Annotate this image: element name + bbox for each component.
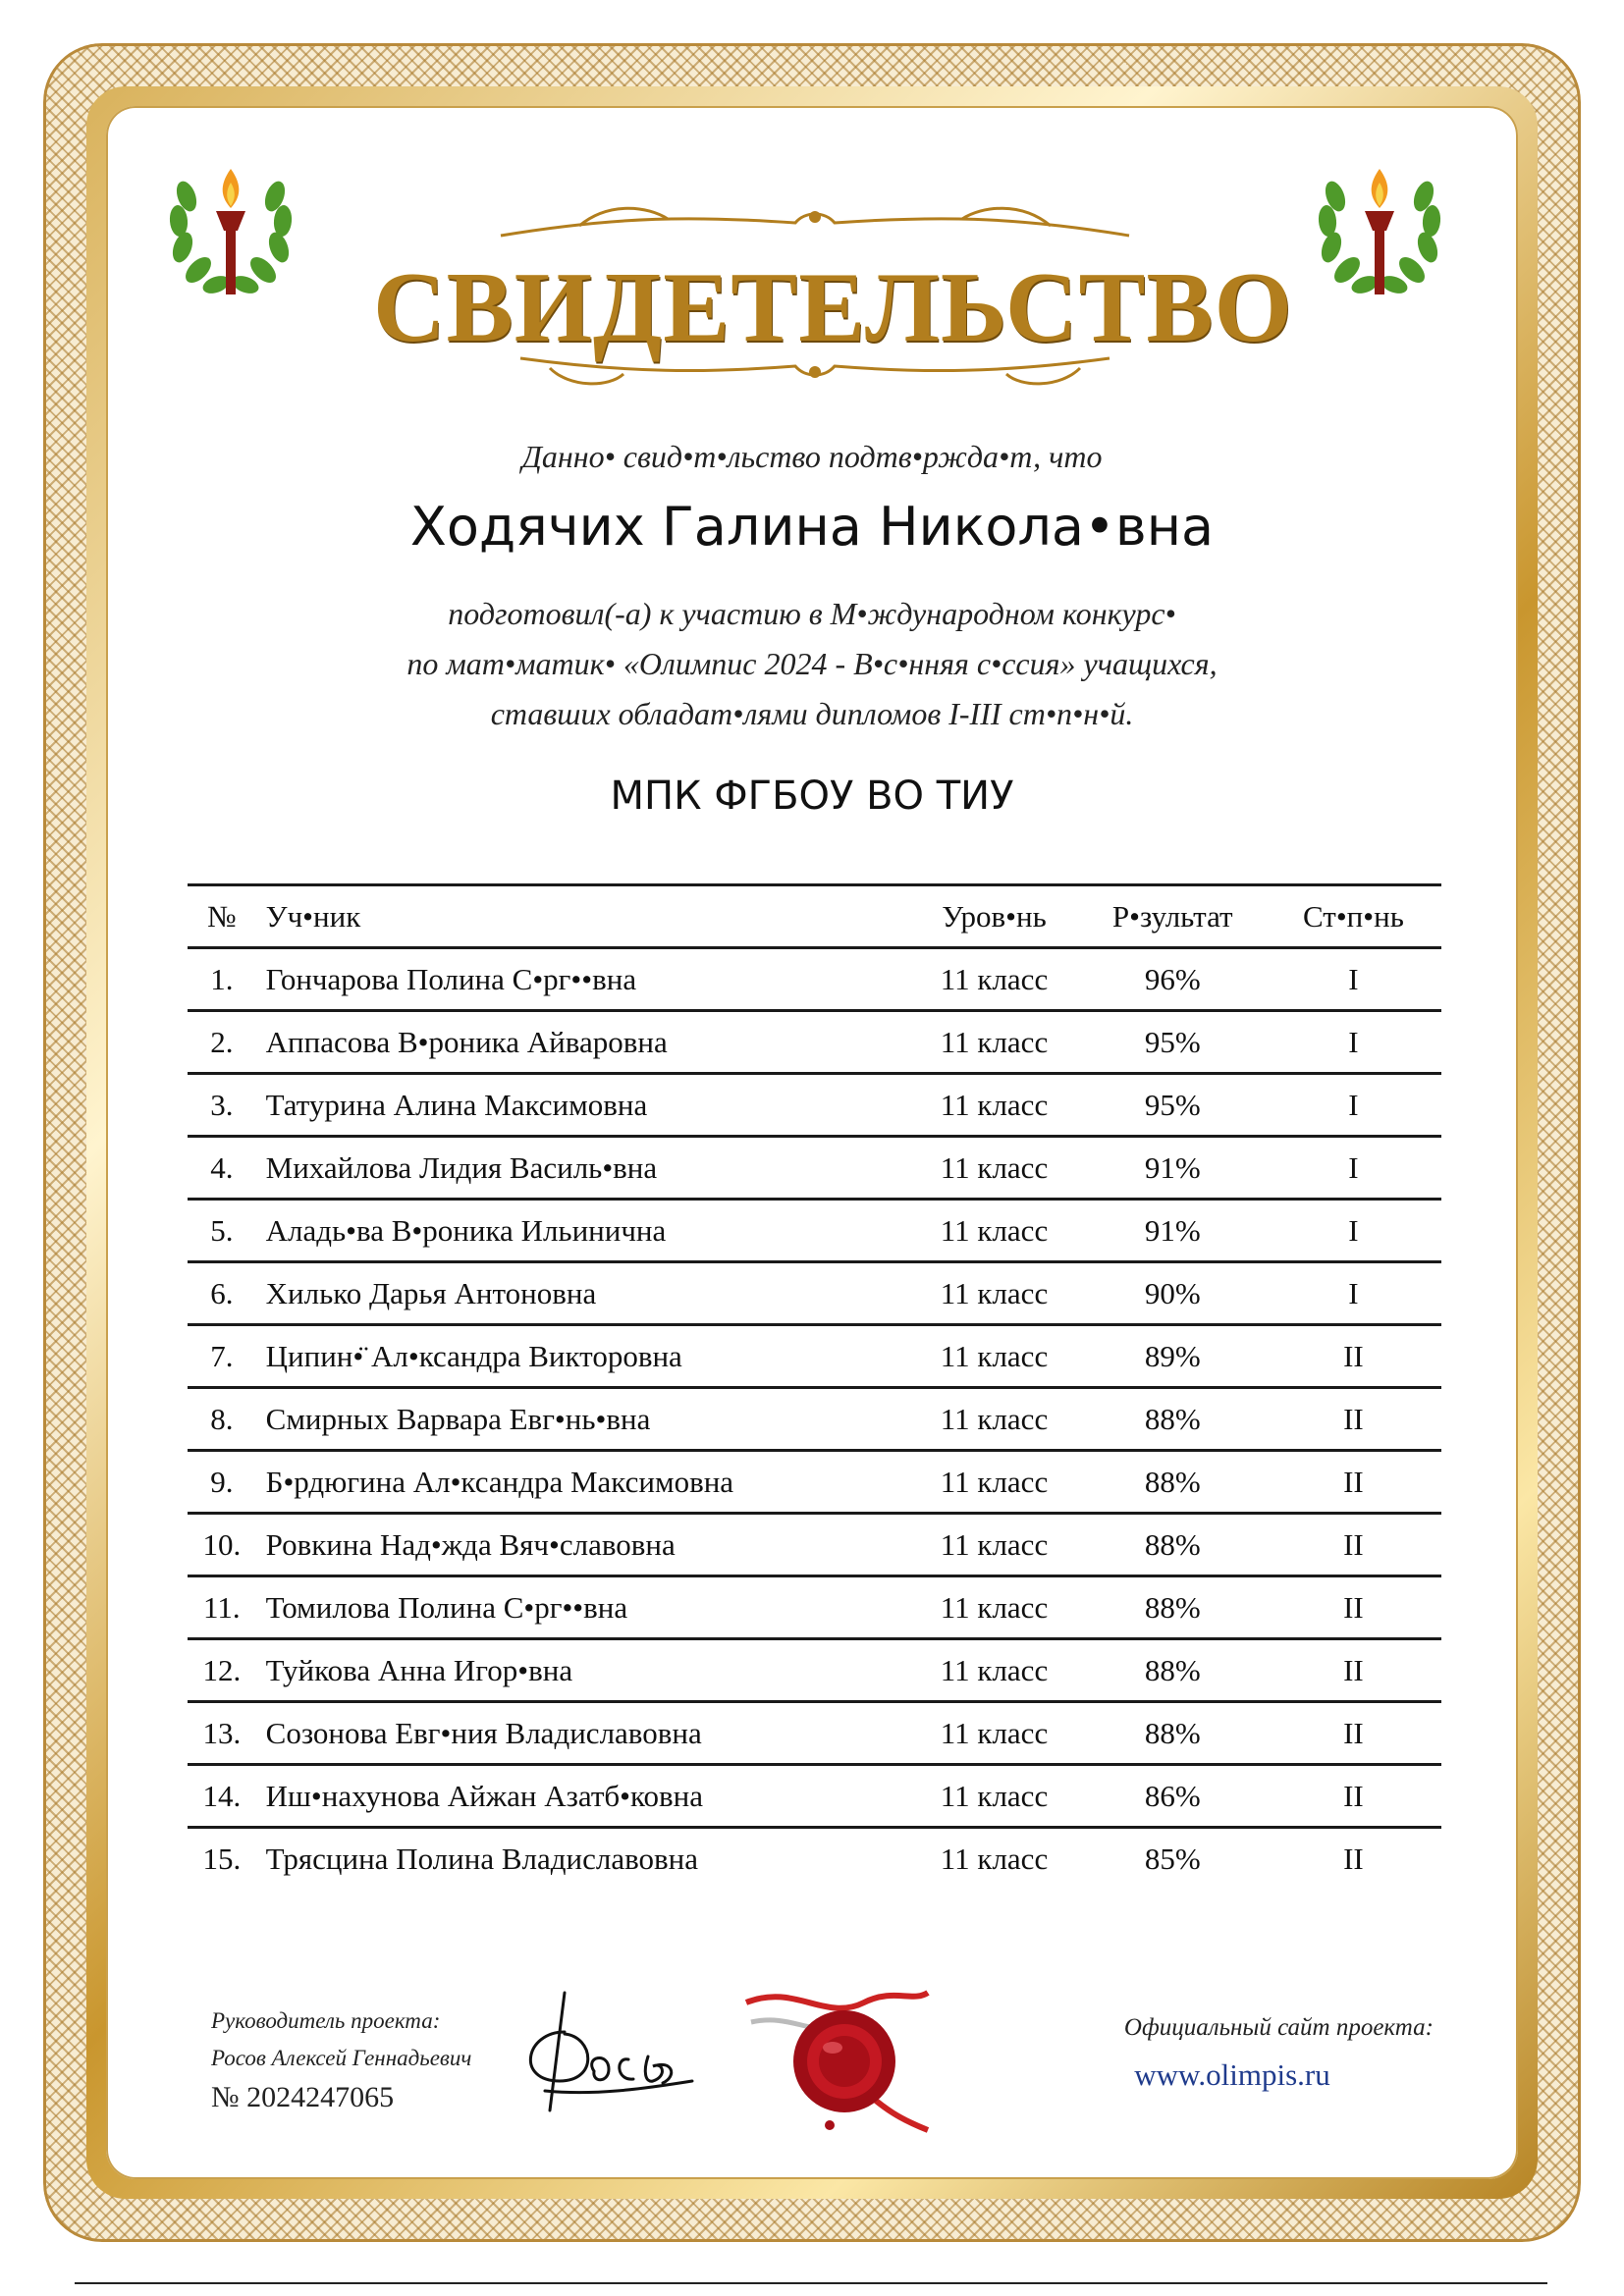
student-name: Хилько Дарья Антоновна: [256, 1262, 909, 1325]
table-row: [188, 1011, 1441, 1074]
table-header-row: [188, 885, 1441, 948]
table-row: [188, 1576, 1441, 1639]
laurel-torch-icon: [157, 157, 304, 314]
bottom-divider: [75, 2282, 1547, 2284]
header-level: Уров•нь: [908, 885, 1079, 948]
leader-label: Руководитель проекта:: [211, 2008, 441, 2033]
signature-image: [506, 1973, 702, 2120]
row-number: 10.: [188, 1514, 256, 1576]
header-degree: Ст•п•нь: [1266, 885, 1441, 948]
student-degree: I: [1266, 1137, 1441, 1200]
student-result: 88%: [1080, 1639, 1266, 1702]
laurel-torch-icon: [1306, 157, 1453, 314]
row-number: 15.: [202, 1841, 242, 1876]
student-result: 88%: [1080, 1388, 1266, 1451]
student-degree: I: [1266, 1011, 1441, 1074]
wax-seal-icon: [736, 1963, 933, 2150]
table-row: [188, 1702, 1441, 1765]
student-name: Иш•нахунова Айжан Азатб•ковна: [256, 1765, 909, 1828]
student-degree: II: [1266, 1576, 1441, 1639]
student-degree: I: [1266, 1074, 1441, 1137]
student-degree: II: [1266, 1702, 1441, 1765]
row-number: 6.: [188, 1262, 256, 1325]
description-line: ставших обладат•лями дипломов I-III ст•п•н•й.: [490, 696, 1134, 731]
student-level: 11 класс: [908, 1011, 1079, 1074]
student-level: 11 класс: [908, 1388, 1079, 1451]
student-degree: II: [1266, 1388, 1441, 1451]
row-number: 2.: [188, 1011, 256, 1074]
table-row: [188, 1765, 1441, 1828]
student-degree: II: [1266, 1325, 1441, 1388]
student-result: 89%: [1080, 1325, 1266, 1388]
row-number: 9.: [188, 1451, 256, 1514]
student-degree: II: [1266, 1765, 1441, 1828]
student-degree: II: [1266, 1451, 1441, 1514]
certificate-number: № 2024247065: [211, 2081, 395, 2113]
project-leader: [211, 2002, 471, 2077]
title-block: [373, 182, 1293, 398]
table-row: [188, 1262, 1441, 1325]
table-row: [188, 1828, 1441, 1890]
student-name: Михайлова Лидия Василь•вна: [256, 1137, 909, 1200]
table-row: [188, 948, 1441, 1011]
table-row: [188, 1514, 1441, 1576]
student-result: 88%: [1080, 1576, 1266, 1639]
row-number: 3.: [188, 1074, 256, 1137]
student-result: 91%: [1080, 1200, 1266, 1262]
student-result: 88%: [1080, 1514, 1266, 1576]
organization-name: МПК ФГБОУ ВО ТИУ: [610, 774, 1014, 819]
header-result: Р•зультат: [1080, 885, 1266, 948]
student-result: 90%: [1080, 1262, 1266, 1325]
row-number: 5.: [188, 1200, 256, 1262]
description-line: подготовил(-а) к участию в М•ждународном конкурс•: [448, 596, 1176, 631]
student-name: Туйкова Анна Игор•вна: [256, 1639, 909, 1702]
student-result: 96%: [1080, 948, 1266, 1011]
row-number: 12.: [188, 1639, 256, 1702]
student-name: Аладь•ва В•роника Ильинична: [256, 1200, 909, 1262]
table-row: [188, 1451, 1441, 1514]
table-row: [188, 1639, 1441, 1702]
student-name: Смирных Варвара Евг•нь•вна: [256, 1388, 909, 1451]
student-level: 11 класс: [908, 1137, 1079, 1200]
student-degree: I: [1266, 1200, 1441, 1262]
student-level: 11 класс: [940, 1841, 1049, 1876]
header-student: Уч•ник: [256, 885, 909, 948]
student-level: 11 класс: [908, 1639, 1079, 1702]
student-name: Б•рдюгина Ал•ксандра Максимовна: [256, 1451, 909, 1514]
student-level: 11 класс: [908, 1325, 1079, 1388]
table-row: [188, 1074, 1441, 1137]
student-name: Ровкина Над•жда Вяч•славовна: [256, 1514, 909, 1576]
row-number: 11.: [188, 1576, 256, 1639]
site-label: Официальный сайт проекта:: [1123, 2014, 1434, 2041]
table-row: [188, 1325, 1441, 1388]
table-body: [188, 948, 1441, 1890]
description: [0, 589, 1624, 739]
student-level: 11 класс: [908, 1200, 1079, 1262]
description-line: по мат•матик• «Олимпис 2024 - В•с•нняя с•ссия» учащихся,: [406, 646, 1218, 681]
row-number: 7.: [188, 1325, 256, 1388]
student-name: Томилова Полина С•рг••вна: [256, 1576, 909, 1639]
student-name: Трясцина Полина Владиславовна: [265, 1841, 698, 1876]
student-name: Созонова Евг•ния Владиславовна: [256, 1702, 909, 1765]
table-row: [188, 1137, 1441, 1200]
student-result: 88%: [1080, 1451, 1266, 1514]
row-number: 4.: [188, 1137, 256, 1200]
student-level: 11 класс: [908, 1765, 1079, 1828]
student-level: 11 класс: [908, 1576, 1079, 1639]
student-level: 11 класс: [908, 1074, 1079, 1137]
student-degree: II: [1266, 1514, 1441, 1576]
student-level: 11 класс: [908, 948, 1079, 1011]
student-name: Гончарова Полина С•рг••вна: [256, 948, 909, 1011]
row-number: 8.: [188, 1388, 256, 1451]
student-name: Аппасова В•роника Айваровна: [256, 1011, 909, 1074]
intro-text: Данно• свид•т•льство подтв•ржда•т, что: [521, 439, 1103, 474]
student-degree: I: [1266, 1262, 1441, 1325]
leader-name: Росов Алексей Геннадьевич: [211, 2046, 472, 2070]
table-row: [188, 1200, 1441, 1262]
student-level: 11 класс: [908, 1702, 1079, 1765]
student-degree: II: [1266, 1639, 1441, 1702]
row-number: 14.: [188, 1765, 256, 1828]
student-degree: I: [1266, 948, 1441, 1011]
row-number: 1.: [188, 948, 256, 1011]
student-level: 11 класс: [908, 1451, 1079, 1514]
student-name: Татурина Алина Максимовна: [256, 1074, 909, 1137]
site-link[interactable]: www.olimpis.ru: [1134, 2057, 1330, 2092]
results-table: [188, 883, 1441, 1889]
certificate-title: СВИДЕТЕЛЬСТВО: [373, 252, 1293, 363]
student-result: 95%: [1080, 1011, 1266, 1074]
student-name: Ципин•̈ Ал•ксандра Викторовна: [256, 1325, 909, 1388]
student-result: 85%: [1144, 1841, 1201, 1876]
student-level: 11 класс: [908, 1262, 1079, 1325]
student-result: 86%: [1080, 1765, 1266, 1828]
student-result: 91%: [1080, 1137, 1266, 1200]
student-degree: II: [1343, 1841, 1364, 1876]
student-level: 11 класс: [908, 1514, 1079, 1576]
header-number: №: [188, 885, 256, 948]
student-result: 88%: [1080, 1702, 1266, 1765]
recipient-name: Ходячих Галина Никола•вна: [409, 496, 1215, 558]
table-row: [188, 1388, 1441, 1451]
student-result: 95%: [1080, 1074, 1266, 1137]
row-number: 13.: [188, 1702, 256, 1765]
